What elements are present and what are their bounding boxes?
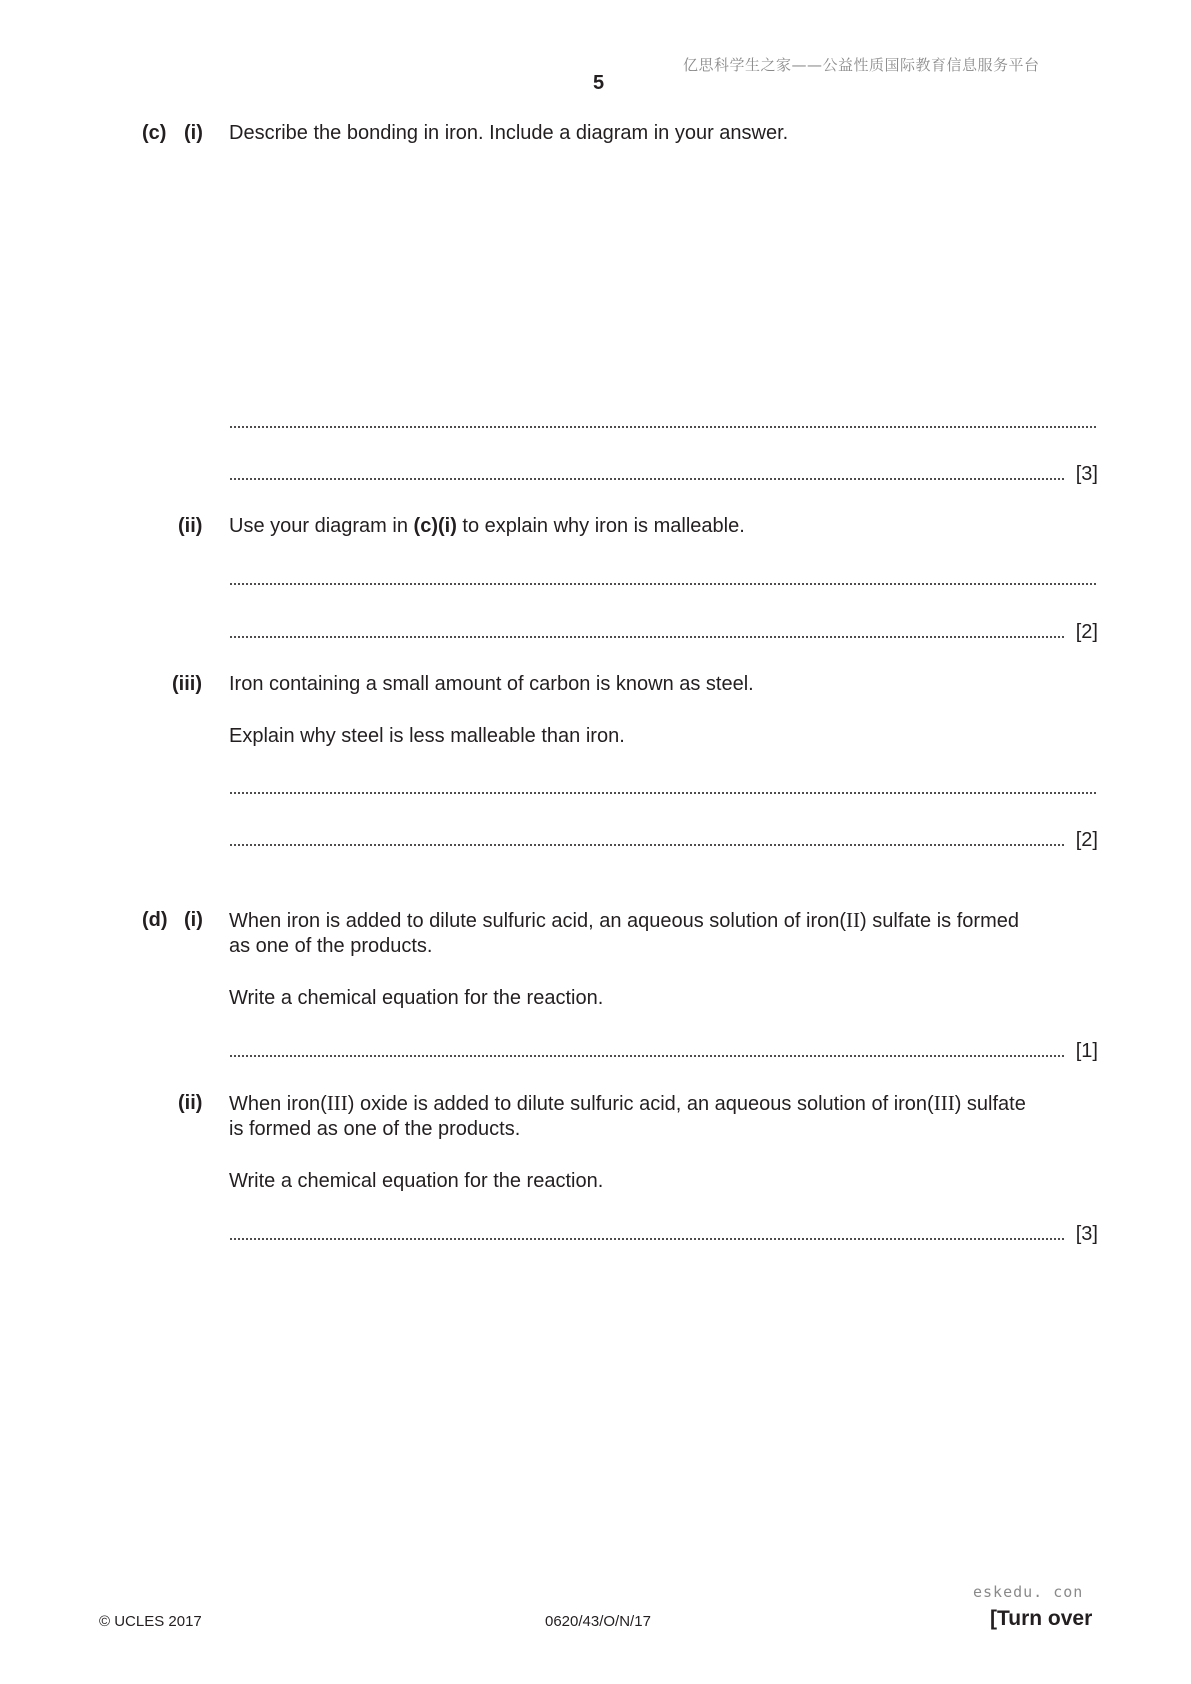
question-c-ii-text: Use your diagram in (c)(i) to explain why iron is malleable. (229, 515, 745, 537)
part-d-label: (d) (142, 909, 168, 931)
question-d-i-line-1: When iron is added to dilute sulfuric acid, an aqueous solution of iron(II) sulfate is formed (229, 908, 1019, 932)
mark-c-iii: [2] (1075, 829, 1098, 851)
answer-line-c-i-2[interactable] (229, 460, 1098, 486)
answer-line-d-i[interactable] (229, 1037, 1098, 1063)
roman-numeral: II (846, 908, 861, 932)
footer-copyright: © UCLES 2017 (99, 1613, 202, 1630)
footer-watermark: eskedu. con (973, 1583, 1084, 1601)
question-d-i-instruction: Write a chemical equation for the reaction. (229, 987, 604, 1009)
question-c-ii-ref: (c)(i) (413, 515, 457, 537)
answer-line-c-ii-2[interactable] (229, 618, 1098, 644)
part-c-iii-label: (iii) (172, 673, 202, 695)
question-d-ii-line-2: is formed as one of the products. (229, 1118, 521, 1140)
part-c-i-label: (i) (184, 122, 203, 144)
page-number: 5 (593, 72, 605, 94)
roman-numeral: III (933, 1091, 955, 1115)
mark-d-ii: [3] (1075, 1223, 1098, 1245)
question-d-ii-line-1: When iron(III) oxide is added to dilute sulfuric acid, an aqueous solution of iron(III) sulfate (229, 1091, 1026, 1115)
footer-paper-code: 0620/43/O/N/17 (545, 1613, 651, 1630)
answer-line-c-ii-1[interactable] (229, 565, 1098, 591)
question-c-iii-text-2: Explain why steel is less malleable than iron. (229, 725, 625, 747)
mark-c-ii: [2] (1075, 621, 1098, 643)
question-d-ii-instruction: Write a chemical equation for the reaction. (229, 1170, 604, 1192)
part-d-ii-label: (ii) (178, 1092, 203, 1114)
part-d-i-label: (i) (184, 909, 203, 931)
answer-line-c-iii-1[interactable] (229, 774, 1098, 800)
answer-line-c-i-1[interactable] (229, 408, 1098, 434)
mark-d-i: [1] (1075, 1040, 1098, 1062)
question-c-i-text: Describe the bonding in iron. Include a diagram in your answer. (229, 122, 789, 144)
header-watermark: 亿思科学生之家——公益性质国际教育信息服务平台 (683, 56, 1040, 74)
part-c-ii-label: (ii) (178, 515, 203, 537)
roman-numeral: III (326, 1091, 348, 1115)
answer-line-d-ii[interactable] (229, 1220, 1098, 1246)
mark-c-i: [3] (1075, 463, 1098, 485)
answer-line-c-iii-2[interactable] (229, 826, 1098, 852)
part-c-label: (c) (142, 122, 167, 144)
turn-over-label: [Turn over (990, 1607, 1093, 1630)
question-d-i-line-2: as one of the products. (229, 935, 433, 957)
question-c-iii-text-1: Iron containing a small amount of carbon is known as steel. (229, 673, 754, 695)
